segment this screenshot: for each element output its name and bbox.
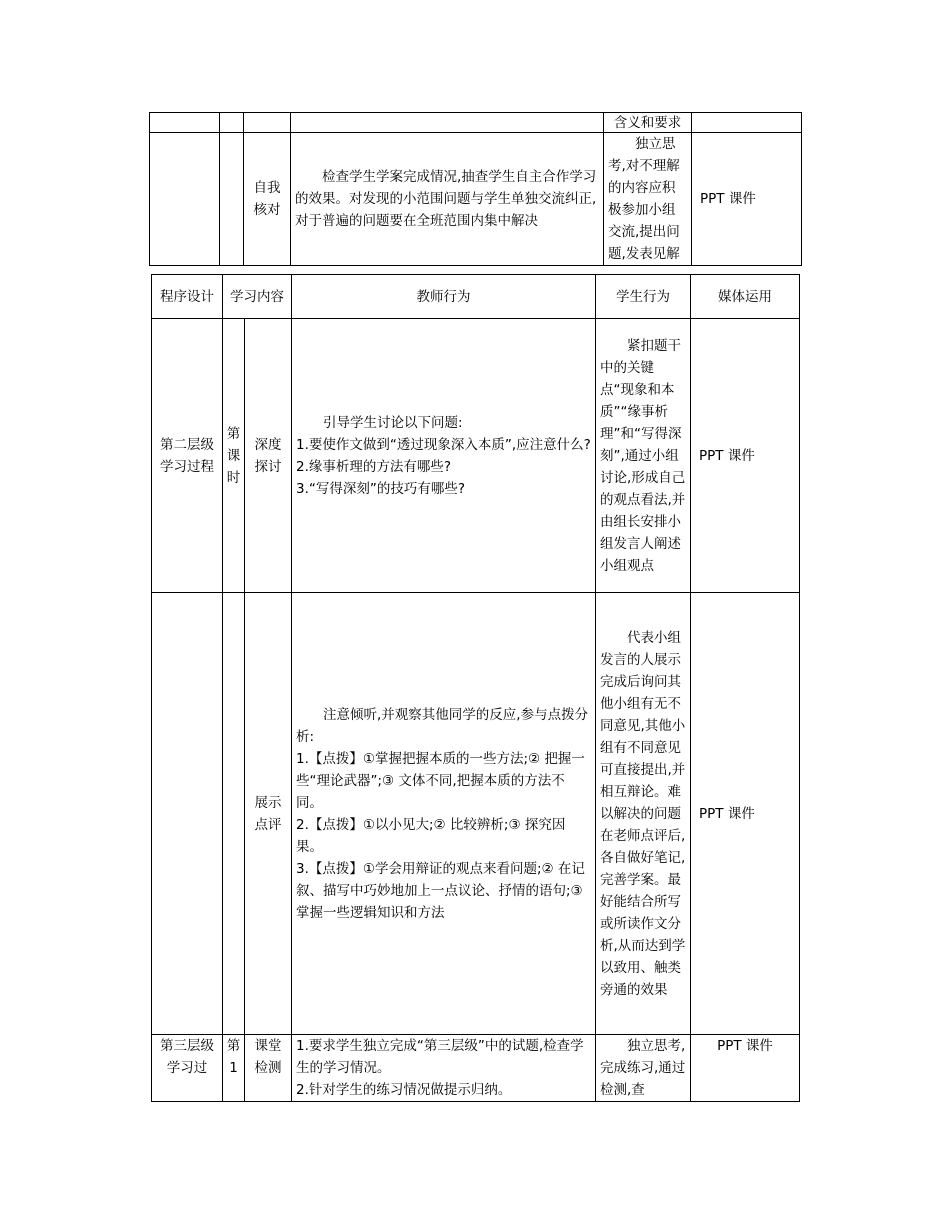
cell-student: 含义和要求 [604,113,692,133]
table-row [152,319,800,593]
teacher-item: 1.要求学生独立完成“第三层级”中的试题,检查学生的学习情况。 [296,1038,584,1076]
header-student: 学生行为 [596,275,691,319]
teacher-intro: 引导学生讨论以下问题: [323,414,463,431]
cell-period [220,113,244,133]
cell-period [220,133,244,266]
cell-program [150,133,220,266]
table-row [150,113,802,133]
table-row [150,133,802,266]
cell-teacher [291,113,604,133]
cell-content [244,113,291,133]
table-header-row [152,275,800,319]
table-continuation [149,112,802,266]
cell-media: PPT 课件 [692,133,802,266]
cell-media: PPT 课件 [691,593,800,1035]
cell-period [223,593,245,1035]
cell-program: 第三层级学习过 [152,1035,223,1102]
teacher-item: 2.【点拨】①以小见大;② 比较辨析;③ 探究因果。 [296,816,566,855]
teacher-intro: 注意倾听,并观察其他同学的反应,参与点拨分析: [296,706,589,745]
cell-content: 自我核对 [244,133,291,266]
cell-teacher: 检查学生学案完成情况,抽查学生自主合作学习的效果。对发现的小范围问题与学生单独交流纠正,对于普遍的问题要在全班范围内集中解决 [291,133,604,266]
cell-media: PPT 课件 [691,1035,800,1102]
cell-media [692,113,802,133]
cell-student: 独立思考,完成练习,通过检测,查 [596,1035,691,1102]
cell-period: 第1 [223,1035,245,1102]
header-content: 学习内容 [223,275,292,319]
cell-teacher [292,593,596,1035]
teacher-item: 3.“写得深刻”的技巧有哪些? [296,480,466,497]
header-media: 媒体运用 [691,275,800,319]
cell-period: 第课时 [223,319,245,593]
header-teacher: 教师行为 [292,275,596,319]
cell-media: PPT 课件 [691,319,800,593]
teacher-item: 1.要使作文做到“透过现象深入本质”,应注意什么? [296,436,591,453]
table-row [152,593,800,1035]
header-program: 程序设计 [152,275,223,319]
table-row [152,1035,800,1102]
cell-student: 紧扣题干中的关键点“现象和本质”“缘事析理”和“写得深刻”,通过小组讨论,形成自己的观点看法,并由组长安排小组发言人阐述小组观点 [596,319,691,593]
cell-student: 代表小组发言的人展示完成后询问其他小组有无不同意见,其他小组有不同意见可直接提出,并相互辩论。难以解决的问题在老师点评后,各自做好笔记,完善学案。最好能结合所写或所读作文分析,从而达到学以致用、触类旁通的效果 [596,593,691,1035]
teacher-item: 2.针对学生的练习情况做提示归纳。 [296,1082,512,1098]
cell-student: 独立思考,对不理解的内容应积极参加小组交流,提出问题,发表见解 [604,133,692,266]
cell-program: 第二层级学习过程 [152,319,223,593]
cell-content: 展示点评 [245,593,292,1035]
teacher-item: 2.缘事析理的方法有哪些? [296,458,452,475]
cell-content: 深度探讨 [245,319,292,593]
lesson-plan-table [151,274,800,1102]
cell-teacher [292,1035,596,1102]
cell-content: 课堂检测 [245,1035,292,1102]
cell-program [152,593,223,1035]
cell-teacher [292,319,596,593]
cell-program [150,113,220,133]
teacher-item: 1.【点拨】①掌握把握本质的一些方法;② 把握一些“理论武器”;③ 文体不同,把握本质的方法不同。 [296,750,585,811]
teacher-item: 3.【点拨】①学会用辩证的观点来看问题;② 在记叙、描写中巧妙地加上一点议论、抒情的语句;③ 掌握一些逻辑知识和方法 [296,860,585,921]
